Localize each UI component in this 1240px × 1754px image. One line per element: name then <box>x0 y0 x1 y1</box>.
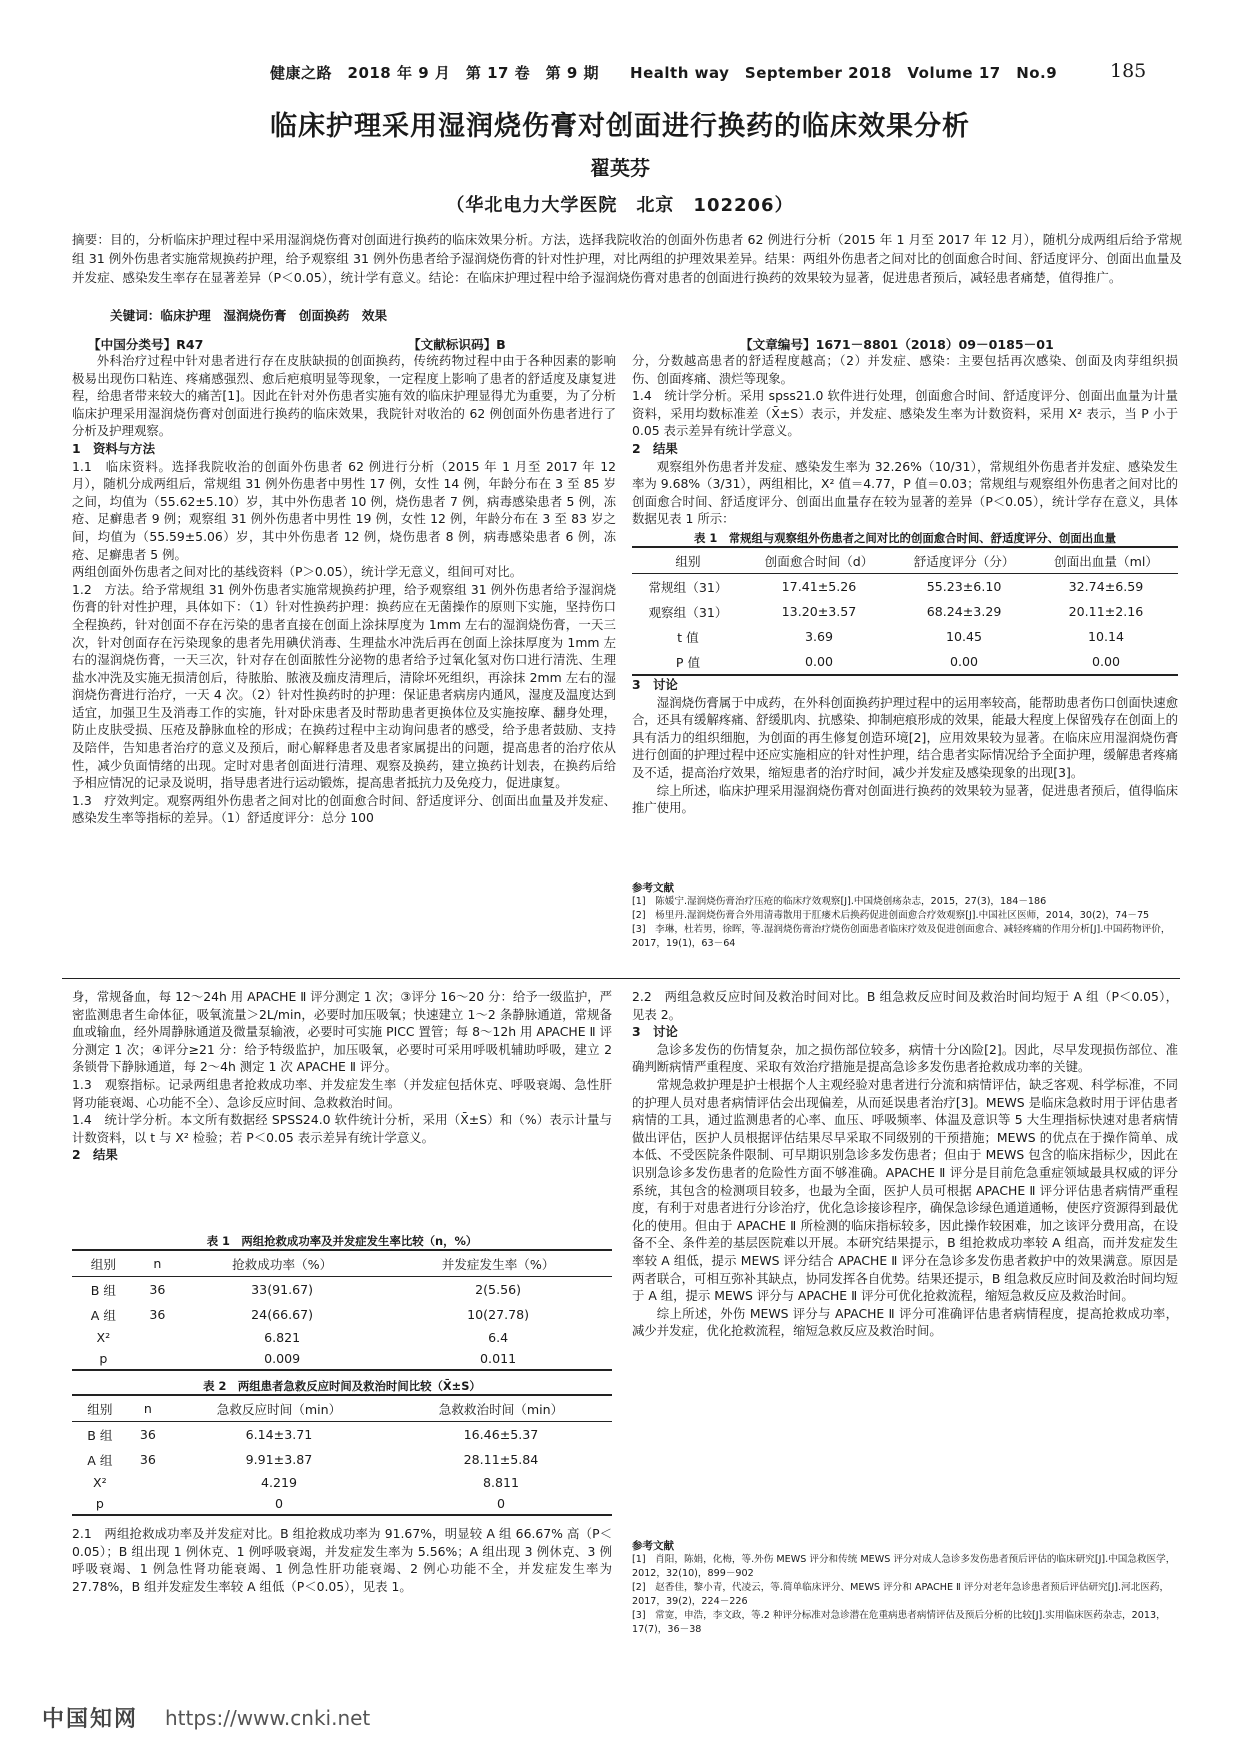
table-cell: p <box>72 1348 135 1370</box>
table-cell: 36 <box>139 1452 156 1467</box>
reference-item: [3] 李琳，杜若男，徐晖，等.湿润烧伤膏治疗烧伤创面患者临床疗效及促进创面愈合、减轻疼痛的作用分析[J].中国药物评价，2017，19(1)，63－64 <box>632 924 1171 949</box>
table-cell: 常规组（31） <box>648 580 728 595</box>
reference-item: [2] 杨里丹.湿润烧伤膏合外用清毒散用于肛瘘术后换药促进创面愈合疗效观察[J].中国社区医师，2014，30(2)，74－75 <box>632 910 1150 921</box>
table-header-cell: 抢救成功率（%） <box>180 1250 384 1277</box>
table-header-cell: 并发症发生率（%） <box>384 1250 612 1277</box>
table-2-grid <box>72 1249 612 1371</box>
section-heading: 3 讨论 <box>632 677 678 692</box>
article-title: 临床护理采用湿润烧伤膏对创面进行换药的临床效果分析 <box>270 111 970 142</box>
table-cell: 0 <box>168 1493 390 1515</box>
table-row <box>72 1447 612 1472</box>
section-heading: 2 结果 <box>72 1147 118 1163</box>
discussion-section <box>632 676 1178 817</box>
table-cell: 8.811 <box>482 1475 520 1490</box>
table-header-cell: 急救救治时间（min） <box>390 1395 612 1422</box>
paragraph: 外科治疗过程中针对患者进行存在皮肤缺损的创面换药，传统药物过程中由于各种因素的影响极易出现伤口粘连、疼痛感强烈、愈后疤痕明显等现象，一定程度上影响了患者的舒适度及康复进程，给患者带来较大的痛苦[1]。因此在针对外伤患者实施有效的临床护理显得尤为重要，为了分析临床护理采用湿润烧伤膏对创面进行换药的临床效果，我院针对收治的 62 例创面外伤患者进行了分析及护理观察。 <box>72 353 616 439</box>
table-row <box>72 1472 612 1493</box>
table-cell <box>135 1348 180 1370</box>
affiliation: （华北电力大学医院 北京 102206） <box>446 195 794 216</box>
abstract: 摘要：目的，分析临床护理过程中采用湿润烧伤膏对创面进行换药的临床效果分析。方法，选择我院收治的创面外伤患者 62 例进行分析（2015 年 1 月至 2017 年 12 月），随机分成两组后给予常规组 31 例外伤患者实施常规换药护理，给予观察组 31 例外伤患者给予湿润烧伤膏的针对性护理，对比两组的护理效果差异。结果：两组外伤患者之间对比的创面愈合时间、舒适度评分、创面出血量及并发症、感染发生率存在显著差异（P＜0.05），统计学有意义。结论：在临床护理过程中给予湿润烧伤膏对患者的创面进行换药的效果较为显著，促进患者预后，减轻患者痛楚，值得推广。 <box>72 232 1182 285</box>
paragraph: 1.3 疗效判定。观察两组外伤患者之间对比的创面愈合时间、舒适度评分、创面出血量及并发症、感染发生率等指标的差异。（1）舒适度评分：总分 100 <box>72 792 616 826</box>
table-cell: 55.23±6.10 <box>926 579 1002 594</box>
table-cell: 6.821 <box>264 1330 301 1345</box>
section-divider <box>62 978 1180 979</box>
table-header-cell: 创面愈合时间（d） <box>744 547 894 574</box>
cnki-url[interactable]: https://www.cnki.net <box>165 1706 371 1730</box>
table-cell <box>128 1472 168 1493</box>
cnki-logo: 中国知网 <box>42 1707 139 1732</box>
paragraph: 综上所述，外伤 MEWS 评分与 APACHE Ⅱ 评分可准确评估患者病情程度，提高抢救成功率，减少并发症，优化抢救流程，缩短急救反应及救治时间。 <box>632 1305 1178 1339</box>
table-row <box>632 599 1178 624</box>
table-cell: 13.20±3.57 <box>781 604 857 619</box>
table-cell: 36 <box>149 1307 166 1322</box>
references-title: 参考文献 <box>632 882 674 894</box>
table-cell: 28.11±5.84 <box>463 1452 539 1467</box>
reference-item: [2] 赵香佳，黎小青，代凌云，等.简单临床评分、MEWS 评分和 APACHE Ⅱ 评分对老年急诊患者预后评估研究[J].河北医药，2017，39(2)，224－226 <box>632 1582 1170 1607</box>
table-header-cell: 创面出血量（ml） <box>1034 547 1178 574</box>
paragraph: 1.3 观察指标。记录两组患者抢救成功率、并发症发生率（并发症包括休克、呼吸衰竭、急性肝肾功能衰竭、心功能不全）、急诊反应时间、急救救治时间。 <box>72 1076 612 1110</box>
article-number: 【文章编号】1671－8801（2018）09－0185－01 <box>740 337 1054 352</box>
reference-item: [1] 肖阳，陈娟，化梅，等.外伤 MEWS 评分和传统 MEWS 评分对成人急诊多发伤患者预后评估的临床研究[J].中国急救医学，2012，32(10)，899－902 <box>632 1554 1176 1579</box>
table-cell: 观察组（31） <box>648 605 728 620</box>
part2-left-text <box>72 988 612 1164</box>
table-cell: t 值 <box>677 630 699 645</box>
table-cell: 36 <box>139 1427 156 1442</box>
reference-item: [3] 常宽，申浩，李文政，等.2 种评分标准对急诊潜在危重病患者病情评估及预后分析的比较[J].实用临床医药杂志，2013，17(7)，36－38 <box>632 1610 1166 1635</box>
table-cell: B 组 <box>90 1283 116 1298</box>
references-list <box>632 895 1178 951</box>
table-cell: A 组 <box>87 1453 113 1468</box>
table-cell: A 组 <box>90 1308 116 1323</box>
table-row <box>72 1277 612 1303</box>
table-cell: 4.219 <box>260 1475 297 1490</box>
table-header-cell: 组别 <box>72 1395 128 1422</box>
table-row <box>72 1422 612 1448</box>
table-cell: 33(91.67) <box>251 1282 314 1297</box>
table-cell: 0.011 <box>384 1348 612 1370</box>
document-code: 【文献标识码】B <box>408 337 506 352</box>
page-number: 185 <box>1110 60 1147 82</box>
paragraph: 综上所述，临床护理采用湿润烧伤膏对创面进行换药的效果较为显著，促进患者预后，值得临床推广使用。 <box>632 782 1178 816</box>
table-row <box>632 574 1178 600</box>
table-cell: 2(5.56) <box>475 1282 522 1297</box>
article-left-column <box>72 352 616 827</box>
paragraph: 2.1 两组抢救成功率及并发症对比。B 组抢救成功率为 91.67%，明显较 A 组 66.67% 高（P＜0.05）；B 组出现 1 例休克、1 例呼吸衰竭，并发症发生率为 5.56%；A 组出现 3 例休克、3 例呼吸衰竭、1 例急性肾功能衰竭、1 例急性肝功能衰竭、2 例心功能不全，并发症发生率为 27.78%，B 组并发症发生率较 A 组低（P＜0.05），见表 1。 <box>72 1526 612 1594</box>
table-2-caption: 表 1 两组抢救成功率及并发症发生率比较（n，%） <box>206 1234 478 1248</box>
paragraph: 分，分数越高患者的舒适程度越高；（2）并发症、感染：主要包括再次感染、创面及肉芽组织损伤、创面疼痛、溃烂等现象。 <box>632 353 1178 386</box>
references-list-2 <box>632 1553 1178 1637</box>
table-cell: 17.41±5.26 <box>781 579 857 594</box>
table-cell: 9.91±3.87 <box>245 1452 313 1467</box>
paragraph: 1.1 临床资料。选择我院收治的创面外伤患者 62 例进行分析（2015 年 1 月至 2017 年 12 月），随机分成两组后，常规组 31 例外伤患者中男性 17 例，女性 14 例，年龄分布在 3 至 85 岁之间，均值为（55.62±5.10）岁，其中外伤患者 10 例，烧伤患者 7 例，病毒感染患者 5 例，冻疮、足癣患者 9 例；观察组 31 例外伤患者中男性 19 例，女性 12 例，年龄分布在 3 至 83 岁之间，均值为（55.59±5.06）岁，其中外伤患者 12 例，烧伤患者 8 例，病毒感染患者 6 例，冻疮、足癣患者 5 例。 <box>72 458 616 562</box>
section-heading: 3 讨论 <box>632 1024 678 1040</box>
table-cell: 32.74±6.59 <box>1068 579 1144 594</box>
article-right-column <box>632 352 1178 528</box>
table-1 <box>632 530 1178 676</box>
table-row <box>72 1302 612 1327</box>
paragraph: 身，常规备血，每 12～24h 用 APACHE Ⅱ 评分测定 1 次；③评分 16～20 分：给予一级监护，严密监测患者生命体征，吸氧流量＞2L/min，必要时加压吸氧；快速建立 1～2 条静脉通道，常规备血或输血，经外周静脉通道及微量泵输液，必要时可实施 PICC 置管；每 8～12h 用 APACHE Ⅱ 评分测定 1 次；④评分≥21 分：给予特级监护，加压吸氧，必要时可采用呼吸机辅助呼吸，建立 2 条锁骨下静脉通道，每 2～4h 测定 1 次 APACHE Ⅱ 评分。 <box>72 989 612 1075</box>
table-cell: 6.14±3.71 <box>245 1427 313 1442</box>
table-row <box>632 649 1178 675</box>
paragraph: 常规急救护理是护士根据个人主观经验对患者进行分流和病情评估，缺乏客观、科学标准，不同的护理人员对患者病情评估会出现偏差，从而延误患者治疗[3]。MEWS 是临床急救时用于评估患者病情的工具，通过监测患者的心率、血压、呼吸频率、体温及意识等 5 大生理指标快速对患者病情做出评估，医护人员根据评估结果尽早采取不同级别的干预措施；MEWS 的优点在于操作简单、成本低、不受医院条件限制、可早期识别急诊多发伤患者；但由于 MEWS 包含的临床指标少，因此在识别急诊多发伤患者的危险性方面不够准确。APACHE Ⅱ 评分是目前危急重症领域最具权威的评分系统，其包含的检测项目较多，也最为全面，医护人员可根据 APACHE Ⅱ 评分评估患者病情严重程度，有利于对患者进行分诊治疗，优化急诊接诊程序，确保急诊绿色通道通畅，使医疗资源得到最优化的使用。但由于 APACHE Ⅱ 所检测的临床指标较多，因此操作较困难，加之该评分费用高，在设备不全、条件差的基层医院难以开展。本研究结果提示，B 组抢救成功率较 A 组高，而并发症发生率较 A 组低，提示 MEWS 评分结合 APACHE Ⅱ 评分在急诊多发伤患者救护中的效果满意。原因是两者联合，可相互弥补其缺点，协同发挥各自优势。结果还提示，B 组急救反应时间及救治时间均短于 A 组，提示 MEWS 评分与 APACHE Ⅱ 评分可优化抢救流程，缩短急救反应及救治时间。 <box>632 1076 1178 1304</box>
table-2 <box>72 1233 612 1371</box>
table-cell: X² <box>93 1475 107 1490</box>
paragraph: 1.4 统计学分析。本文所有数据经 SPSS24.0 软件统计分析，采用（X̄±S）和（%）表示计量与计数资料，以 t 与 X² 检验；若 P＜0.05 表示差异有统计学意义。 <box>72 1112 612 1145</box>
table-header-cell: 组别 <box>632 547 744 574</box>
class-number: 【中国分类号】R47 <box>88 337 204 352</box>
table-header-cell: 舒适度评分（分） <box>894 547 1034 574</box>
table-cell: 36 <box>149 1282 166 1297</box>
table-cell: 0.00 <box>894 649 1034 675</box>
table-header-cell: n <box>128 1395 168 1422</box>
author: 翟英芬 <box>590 156 650 180</box>
section-heading: 2 结果 <box>632 440 678 456</box>
table-cell: 3.69 <box>804 629 834 644</box>
paragraph: 2.2 两组急救反应时间及救治时间对比。B 组急救反应时间及救治时间均短于 A 组（P＜0.05），见表 2。 <box>632 989 1178 1022</box>
table-3-grid <box>72 1394 612 1516</box>
table-cell: 20.11±2.16 <box>1068 604 1144 619</box>
table-row <box>72 1348 612 1370</box>
table-cell: 0 <box>390 1493 612 1515</box>
table-cell: B 组 <box>87 1428 113 1443</box>
table-cell: 10.14 <box>1087 629 1125 644</box>
table-3-caption: 表 2 两组患者急救反应时间及救治时间比较（X̄±S） <box>203 1379 481 1393</box>
references-title-2: 参考文献 <box>632 1540 674 1552</box>
table-cell: 68.24±3.29 <box>926 604 1002 619</box>
table-header-cell: 急救反应时间（min） <box>168 1395 390 1422</box>
table-1-caption: 表 1 常规组与观察组外伤患者之间对比的创面愈合时间、舒适度评分、创面出血量 <box>694 531 1116 545</box>
table-cell: 0.009 <box>180 1348 384 1370</box>
references-1 <box>632 880 1178 951</box>
table-1-grid <box>632 546 1178 676</box>
paragraph: 急诊多发伤的伤情复杂，加之损伤部位较多，病情十分凶险[2]。因此，尽早发现损伤部位、准确判断病情严重程度、采取有效治疗措施是提高急诊多发伤患者抢救成功率的关键。 <box>632 1041 1178 1075</box>
table-cell <box>128 1493 168 1515</box>
section-heading: 1 资料与方法 <box>72 440 155 456</box>
table-cell: 6.4 <box>488 1330 509 1345</box>
table-header-cell: n <box>135 1250 180 1277</box>
reference-item: [1] 陈媛宁.湿润烧伤膏治疗压疮的临床疗效观察[J].中国烧创疡杂志，2015，27(3)，184－186 <box>632 896 1047 907</box>
table-cell: 10(27.78) <box>467 1307 530 1322</box>
paragraph: 湿润烧伤膏属于中成药，在外科创面换药护理过程中的运用率较高，能帮助患者伤口创面快速愈合，还具有缓解疼痛、舒缓肌肉、抗感染、抑制疤痕形成的效果，能最大程度上保留残存在创面上的具有活力的组织细胞，为创面的再生修复创造环境[2]，应用效果较为显著。在临床应用湿润烧伤膏进行创面的护理过程中还应实施相应的针对性护理，结合患者实际情况给予全面护理，缓解患者疼痛及不适，提高治疗效果，缩短患者的治疗时间，减少并发症及感染现象的出现[3]。 <box>632 694 1178 780</box>
keywords: 关键词：临床护理 湿润烧伤膏 创面换药 效果 <box>110 308 388 323</box>
table-cell: 10.45 <box>946 629 983 644</box>
table-cell <box>135 1327 180 1348</box>
paragraph: 两组创面外伤患者之间对比的基线资料（P＞0.05），统计学无意义，组间可对比。 <box>72 564 523 580</box>
table-row <box>72 1327 612 1348</box>
part2-right-text <box>632 988 1178 1340</box>
table-cell: 16.46±5.37 <box>463 1427 539 1442</box>
running-header: 健康之路 2018 年 9 月 第 17 卷 第 9 期 Health way September 2018 Volume 17 No.9 <box>270 64 1058 82</box>
table-cell: X² <box>96 1330 111 1345</box>
table-3 <box>72 1378 612 1516</box>
references-2 <box>632 1538 1178 1637</box>
table-header-cell: 组别 <box>72 1250 135 1277</box>
table-cell: P 值 <box>632 649 744 675</box>
table-cell: 24(66.67) <box>251 1307 314 1322</box>
paragraph: 观察组外伤患者并发症、感染发生率为 32.26%（10/31），常规组外伤患者并发症、感染发生率为 9.68%（3/31），两组相比，X² 值＝4.77，P 值＝0.03；常规组与观察组外伤患者之间对比的创面愈合时间、舒适度评分、创面出血量存在较为显著的差异（P＜0.05），统计学存在意义，具体数据见表 1 所示： <box>632 458 1178 527</box>
table-cell: p <box>72 1493 128 1515</box>
table-cell: 0.00 <box>744 649 894 675</box>
paragraph: 1.4 统计学分析。采用 spss21.0 软件进行处理，创面愈合时间、舒适度评分、创面出血量为计量资料，采用均数标准差（X̄±S）表示，并发症、感染发生率为计数资料，采用 X² 表示，当 P 小于 0.05 表示差异有统计学意义。 <box>632 388 1178 439</box>
table-cell: 0.00 <box>1034 649 1178 675</box>
table-row <box>632 624 1178 649</box>
paragraph: 1.2 方法。给予常规组 31 例外伤患者实施常规换药护理，给予观察组 31 例外伤患者给予湿润烧伤膏的针对性护理，具体如下：（1）针对性换药护理：换药应在无菌操作的原则下实施，坚持伤口全程换药，针对创面不存在污染的患者直接在创面上涂抹厚度为 1mm 左右的湿润烧伤膏，一天三次，针对创面存在污染现象的患者先用碘伏消毒、生理盐水冲洗后再在创面上涂抹厚度为 1mm 左右的湿润烧伤膏，一天三次，针对存在创面脓性分泌物的患者给予过氧化氢对伤口进行清洗、生理盐水冲洗及实施无损清创后，待脓胎、脓液及痂皮清理后，清除坏死组织，再涂抹 2mm 左右的湿润烧伤膏进行治疗，一天 4 次。（2）针对性换药时的护理：保证患者病房内通风，湿度及温度达到适宜，加强卫生及消毒工作的实施，针对卧床患者及时帮助患者更换体位及实施按摩、翻身处理，防止皮肤受损、压疮及静脉血栓的形成；在换药过程中主动询问患者的感受，给予患者鼓励、支持及陪伴，告知患者治疗的意义及预后，耐心解释患者及患者家属提出的问题，提高患者的治疗依从性，减少负面情绪的出现。定时对患者创面进行清理、观察及换药，建立换药计划表，在换药后给予相应情况的记录及说明，指导患者进行运动锻炼，提高患者抵抗力及免疫力，促进康复。 <box>72 581 616 791</box>
table-row <box>72 1493 612 1515</box>
part2-left-results <box>72 1525 612 1595</box>
